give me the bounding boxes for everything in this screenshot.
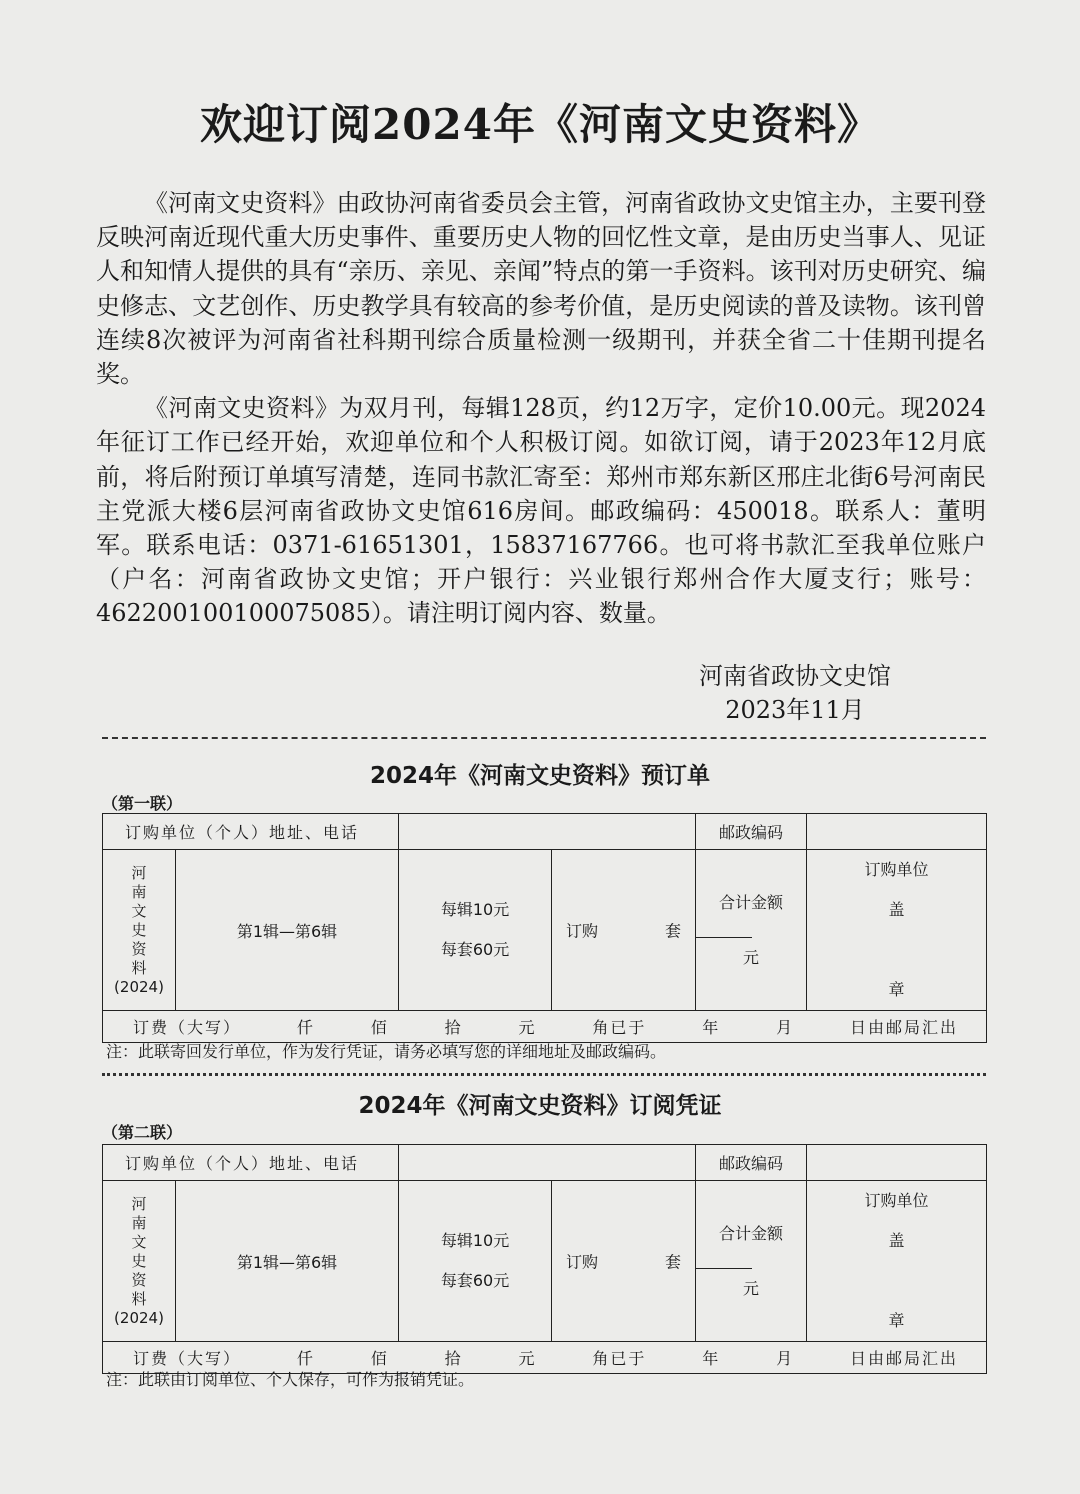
quantity-field[interactable]: [552, 850, 696, 1011]
postcode-field[interactable]: [807, 814, 987, 850]
total-amount-field[interactable]: [696, 1181, 807, 1342]
fee-unit-hundred: 佰: [370, 1018, 389, 1037]
total-amount-label: 合计金额: [719, 892, 784, 912]
fee-year: 年: [702, 1018, 721, 1037]
quantity-label: 订购: [566, 921, 599, 941]
fee-year: 年: [702, 1349, 721, 1368]
postcode-field[interactable]: [807, 1145, 987, 1181]
postcode-label: 邮政编码: [696, 1145, 807, 1181]
total-amount-unit: 元: [743, 947, 760, 967]
article-body: [96, 186, 986, 631]
article-paragraph-1: 《河南文史资料》由政协河南省委员会主管，河南省政协文史馆主办，主要刊登反映河南近现代重大历史事件、重要历史人物的回忆性文章，是由历史当事人、见证人和知情人提供的具有“亲历、亲见、亲闻”特点的第一手资料。该刊对历史研究、编史修志、文艺创作、历史教学具有较高的参考价值，是历史阅读的普及读物。该刊曾连续8次被评为河南省社科期刊综合质量检测一级期刊，并获全省二十佳期刊提名奖。: [96, 189, 986, 389]
price-per-set: 每套60元: [440, 940, 510, 959]
stamp-label: 订购单位: [864, 860, 929, 879]
stamp-cell: [807, 850, 987, 1011]
fee-label: 订费（大写）: [133, 1018, 242, 1037]
fee-unit-yuan: 元: [518, 1349, 537, 1368]
total-amount-blank: [696, 1254, 752, 1269]
fee-unit-ten: 拾: [444, 1018, 463, 1037]
issues-range: 第1辑—第6辑: [176, 850, 399, 1011]
fee-month: 月: [776, 1018, 795, 1037]
form-part-label: （第一联）: [102, 794, 183, 813]
address-field[interactable]: [399, 814, 696, 850]
issues-range: 第1辑—第6辑: [176, 1181, 399, 1342]
price-cell: [399, 850, 552, 1011]
publication-name-vertical: 河 南 文 史 资 料 (2024): [103, 850, 176, 1011]
signature-org: 河南省政协文史馆: [699, 662, 891, 690]
fee-unit-thousand: 仟: [296, 1349, 315, 1368]
stamp-char-a: 盖: [888, 900, 905, 919]
fee-day: 日由邮局汇出: [850, 1349, 959, 1368]
quantity-unit: 套: [665, 921, 682, 941]
quantity-field[interactable]: [552, 1181, 696, 1342]
fee-row[interactable]: [103, 1011, 987, 1043]
article-paragraph-2: 《河南文史资料》为双月刊，每辑128页，约12万字，定价10.00元。现2024年征订工作已经开始，欢迎单位和个人积极订阅。如欲订阅，请于2023年12月底前，将后附预订单填写清楚，连同书款汇寄至：郑州市郑东新区邢庄北街6号河南民主党派大楼6层河南省政协文史馆616房间。邮政编码：450018。联系人：董明军。联系电话：0371-61651301，15837167766。也可将书款汇至我单位账户（户名：河南省政协文史馆；开户银行：兴业银行郑州合作大厦支行；账号：462200100100075085）。请注明订阅内容、数量。: [96, 394, 986, 628]
address-label: 订购单位（个人）地址、电话: [103, 814, 399, 850]
price-per-issue: 每辑10元: [440, 900, 510, 919]
stamp-label: 订购单位: [864, 1191, 929, 1210]
fee-unit-jiao: 角已于: [592, 1349, 647, 1368]
total-amount-blank: [696, 923, 752, 938]
form-note: 注：此联由订阅单位、个人保存，可作为报销凭证。: [106, 1370, 475, 1389]
postcode-label: 邮政编码: [696, 814, 807, 850]
fee-unit-thousand: 仟: [296, 1018, 315, 1037]
signature-date: 2023年11月: [725, 696, 865, 724]
address-label: 订购单位（个人）地址、电话: [103, 1145, 399, 1181]
quantity-unit: 套: [665, 1252, 682, 1272]
stamp-char-a: 盖: [888, 1231, 905, 1250]
fee-label: 订费（大写）: [133, 1349, 242, 1368]
fee-day: 日由邮局汇出: [850, 1018, 959, 1037]
form-part-label: （第二联）: [102, 1123, 183, 1142]
stamp-cell: [807, 1181, 987, 1342]
total-amount-label: 合计金额: [719, 1223, 784, 1243]
form-note: 注：此联寄回发行单位，作为发行凭证，请务必填写您的详细地址及邮政编码。: [106, 1042, 667, 1061]
fee-unit-hundred: 佰: [370, 1349, 389, 1368]
voucher-form-table: [102, 1144, 987, 1374]
publication-name-vertical: 河 南 文 史 资 料 (2024): [103, 1181, 176, 1342]
voucher-form-title: 2024年《河南文史资料》订阅凭证: [358, 1093, 722, 1119]
fee-month: 月: [776, 1349, 795, 1368]
fee-unit-ten: 拾: [444, 1349, 463, 1368]
price-per-set: 每套60元: [440, 1271, 510, 1290]
stamp-char-b: 章: [888, 980, 905, 999]
order-form-table: [102, 813, 987, 1043]
cut-line-divider: [102, 737, 986, 739]
total-amount-field[interactable]: [696, 850, 807, 1011]
stamp-char-b: 章: [888, 1311, 905, 1330]
order-form-title: 2024年《河南文史资料》预订单: [369, 763, 710, 789]
address-field[interactable]: [399, 1145, 696, 1181]
fee-unit-yuan: 元: [518, 1018, 537, 1037]
page-title: 欢迎订阅2024年《河南文史资料》: [200, 100, 880, 149]
quantity-label: 订购: [566, 1252, 599, 1272]
total-amount-unit: 元: [743, 1278, 760, 1298]
price-per-issue: 每辑10元: [440, 1231, 510, 1250]
cut-line-divider: [102, 1073, 986, 1076]
price-cell: [399, 1181, 552, 1342]
fee-unit-jiao: 角已于: [592, 1018, 647, 1037]
